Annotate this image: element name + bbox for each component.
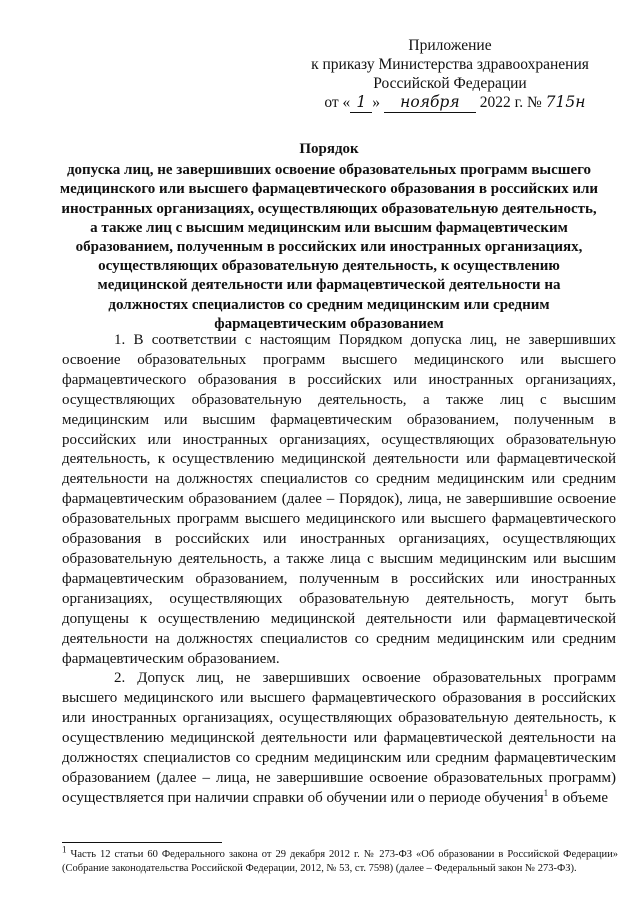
document-body — [62, 331, 616, 809]
order-ministry-line: к приказу Министерства здравоохранения — [311, 56, 589, 73]
footnote-divider — [62, 842, 222, 843]
handwritten-order-number: 715н — [545, 93, 586, 111]
paragraph-2 — [62, 669, 616, 808]
paragraph-2-text: 2. Допуск лиц, не завершивших освоение образовательных программ высшего медицинского или высшего фармацевтического образования в российских или иностранных организациях, осуществляющих образовательную деятельность, к осуществлению медицинской деятельности или фармацевтической деятельности на должностях специалистов со средним медицинским или средним фармацевтическим образованием (далее – лица, не завершившие освоение образовательных программ) осуществляется при наличии справки об обучении или о периоде обучения — [62, 670, 616, 806]
handwritten-month: ноября — [384, 93, 476, 113]
paragraph-2-tail: в объеме — [548, 789, 609, 806]
date-quote-close: » — [372, 94, 381, 111]
title-text: допуска лиц, не завершивших освоение образовательных программ высшего медицинского или высшего фармацевтического образования в российских или иностранных организациях, осуществляющих образовательную деятельность, а также лиц с высшим медицинским или высшим фармацевтическим образованием, полученным в российских или иностранных организациях, осуществляющих образовательную деятельность, к осуществлению медицинской деятельности или фармацевтической деятельности на должностях специалистов со средним медицинским или средним фармацевтическим образованием — [59, 162, 599, 332]
paragraph-1: 1. В соответствии с настоящим Порядком допуска лиц, не завершивших освоение образовательных программ высшего медицинского или высшего фармацевтического образования в российских или иностранных организациях, осуществляющих образовательную деятельность, а также лиц с высшим медицинским или высшим фармацевтическим образованием, полученным в российских или иностранных организациях, осуществляющих образовательную деятельность, к осуществлению медицинской деятельности или фармацевтической деятельности на должностях специалистов со средним медицинским или средним фармацевтическим образованием (далее – Порядок), лица, не завершившие освоение образовательных программ высшего медицинского или высшего фармацевтического образования в российских или иностранных организациях, осуществляющих образовательную деятельность, а также лица с высшим медицинским или высшим фармацевтическим образованием, полученным в российских или иностранных организациях, осуществляющих образовательную деятельность, могут быть допущены к осуществлению медицинской деятельности или фармацевтической деятельности на должностях специалистов со средним медицинским или средним фармацевтическим образованием. — [62, 332, 616, 667]
footnote-text: Часть 12 статьи 60 Федерального закона от 29 декабря 2012 г. № 273-ФЗ «Об образовании в Российской Федерации» (Собрание законодательства Российской Федерации, 2012, № 53, ст. 7598) (далее – Федеральный закон № 273-ФЗ). — [62, 849, 618, 874]
document-title — [58, 140, 600, 334]
year-and-number-label: 2022 г. № — [479, 94, 542, 111]
date-prefix: от « — [324, 94, 351, 111]
country-line: Российской Федерации — [373, 75, 527, 92]
footnote-marker: 1 — [62, 844, 67, 855]
order-date-line — [300, 93, 600, 113]
appendix-label: Приложение — [408, 37, 492, 54]
title-word: Порядок — [299, 141, 359, 157]
appendix-header — [300, 36, 600, 113]
footnote — [62, 844, 618, 876]
footnote-reference: 1 — [543, 787, 549, 798]
handwritten-day: 1 — [350, 93, 372, 113]
